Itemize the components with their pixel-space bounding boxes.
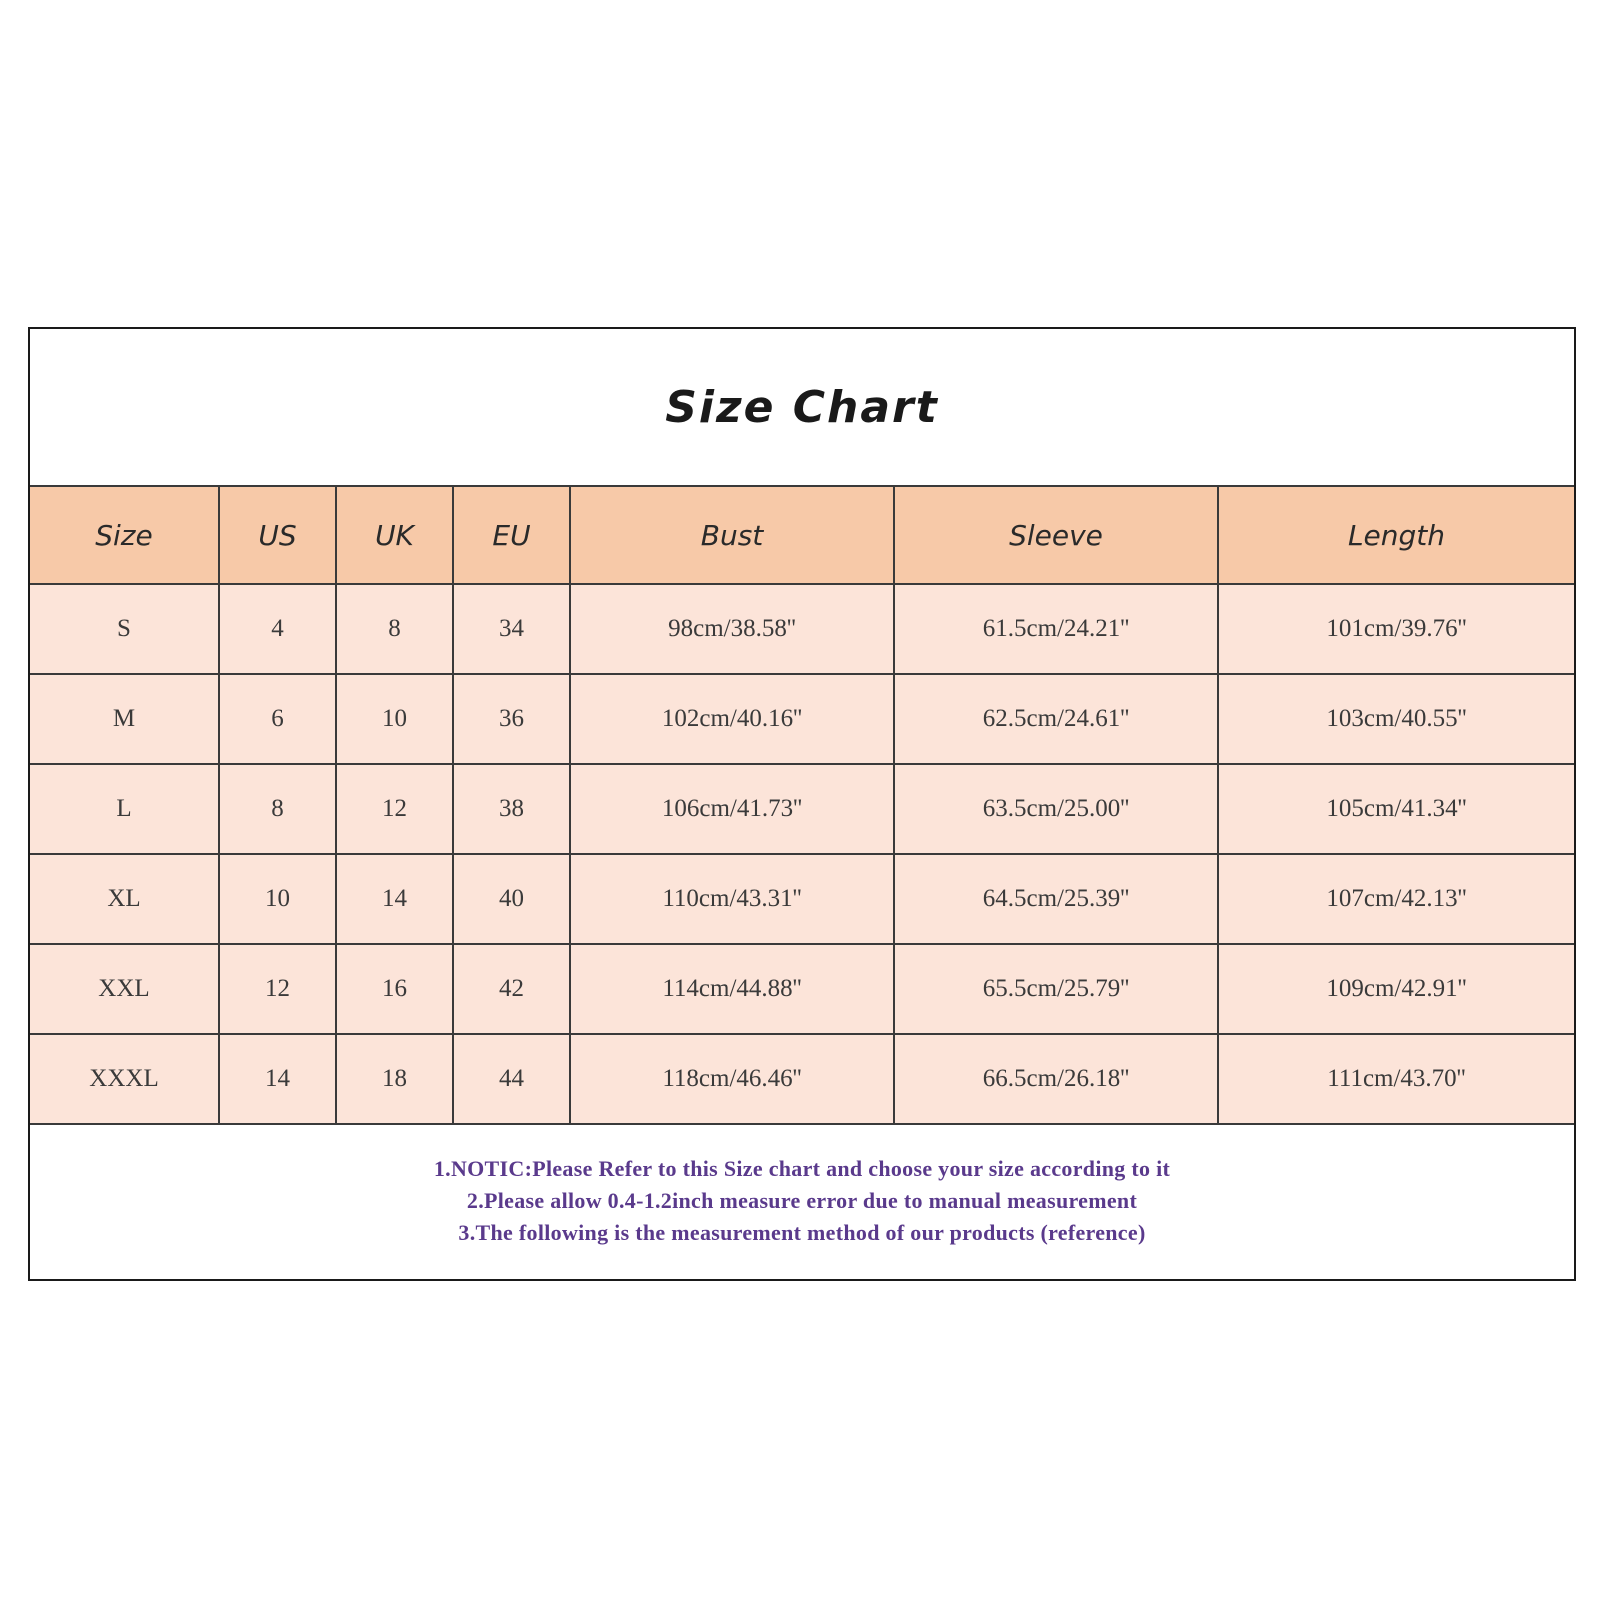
cell-uk: 18: [336, 1034, 453, 1124]
cell-eu: 44: [453, 1034, 570, 1124]
cell-sleeve: 61.5cm/24.21'': [894, 584, 1218, 674]
cell-bust: 110cm/43.31'': [570, 854, 894, 944]
header-row: [30, 486, 1574, 584]
header-size: Size: [30, 486, 219, 584]
cell-size: XXXL: [30, 1034, 219, 1124]
note-line-3: 3.The following is the measurement method of our products (reference): [458, 1220, 1146, 1245]
size-chart-frame: [28, 327, 1576, 1281]
cell-sleeve: 66.5cm/26.18'': [894, 1034, 1218, 1124]
cell-bust: 98cm/38.58'': [570, 584, 894, 674]
cell-eu: 40: [453, 854, 570, 944]
notes-block: [30, 1123, 1574, 1279]
cell-length: 111cm/43.70'': [1218, 1034, 1574, 1124]
table-row: [30, 584, 1574, 674]
cell-length: 101cm/39.76'': [1218, 584, 1574, 674]
note-line-1: 1.NOTIC:Please Refer to this Size chart and choose your size according to it: [433, 1156, 1171, 1181]
cell-us: 14: [219, 1034, 336, 1124]
cell-us: 6: [219, 674, 336, 764]
cell-sleeve: 64.5cm/25.39'': [894, 854, 1218, 944]
cell-bust: 114cm/44.88'': [570, 944, 894, 1034]
cell-size: L: [30, 764, 219, 854]
cell-sleeve: 63.5cm/25.00'': [894, 764, 1218, 854]
cell-length: 103cm/40.55'': [1218, 674, 1574, 764]
table-row: [30, 854, 1574, 944]
cell-us: 8: [219, 764, 336, 854]
cell-bust: 106cm/41.73'': [570, 764, 894, 854]
cell-size: M: [30, 674, 219, 764]
cell-eu: 42: [453, 944, 570, 1034]
size-table: [30, 485, 1574, 1125]
cell-eu: 34: [453, 584, 570, 674]
cell-eu: 36: [453, 674, 570, 764]
cell-eu: 38: [453, 764, 570, 854]
cell-uk: 14: [336, 854, 453, 944]
cell-length: 109cm/42.91'': [1218, 944, 1574, 1034]
table-row: [30, 944, 1574, 1034]
table-row: [30, 674, 1574, 764]
header-eu: EU: [453, 486, 570, 584]
cell-uk: 10: [336, 674, 453, 764]
cell-us: 10: [219, 854, 336, 944]
cell-length: 107cm/42.13'': [1218, 854, 1574, 944]
header-length: Length: [1218, 486, 1574, 584]
cell-us: 12: [219, 944, 336, 1034]
cell-us: 4: [219, 584, 336, 674]
cell-bust: 102cm/40.16'': [570, 674, 894, 764]
cell-size: XXL: [30, 944, 219, 1034]
cell-size: S: [30, 584, 219, 674]
header-sleeve: Sleeve: [894, 486, 1218, 584]
table-row: [30, 764, 1574, 854]
header-us: US: [219, 486, 336, 584]
cell-sleeve: 65.5cm/25.79'': [894, 944, 1218, 1034]
header-uk: UK: [336, 486, 453, 584]
note-line-2: 2.Please allow 0.4-1.2inch measure error due to manual measurement: [466, 1188, 1138, 1213]
cell-uk: 12: [336, 764, 453, 854]
cell-size: XL: [30, 854, 219, 944]
cell-sleeve: 62.5cm/24.61'': [894, 674, 1218, 764]
table-row: [30, 1034, 1574, 1124]
cell-uk: 16: [336, 944, 453, 1034]
cell-uk: 8: [336, 584, 453, 674]
header-bust: Bust: [570, 486, 894, 584]
cell-bust: 118cm/46.46'': [570, 1034, 894, 1124]
cell-length: 105cm/41.34'': [1218, 764, 1574, 854]
chart-title: Size Chart: [665, 381, 939, 433]
